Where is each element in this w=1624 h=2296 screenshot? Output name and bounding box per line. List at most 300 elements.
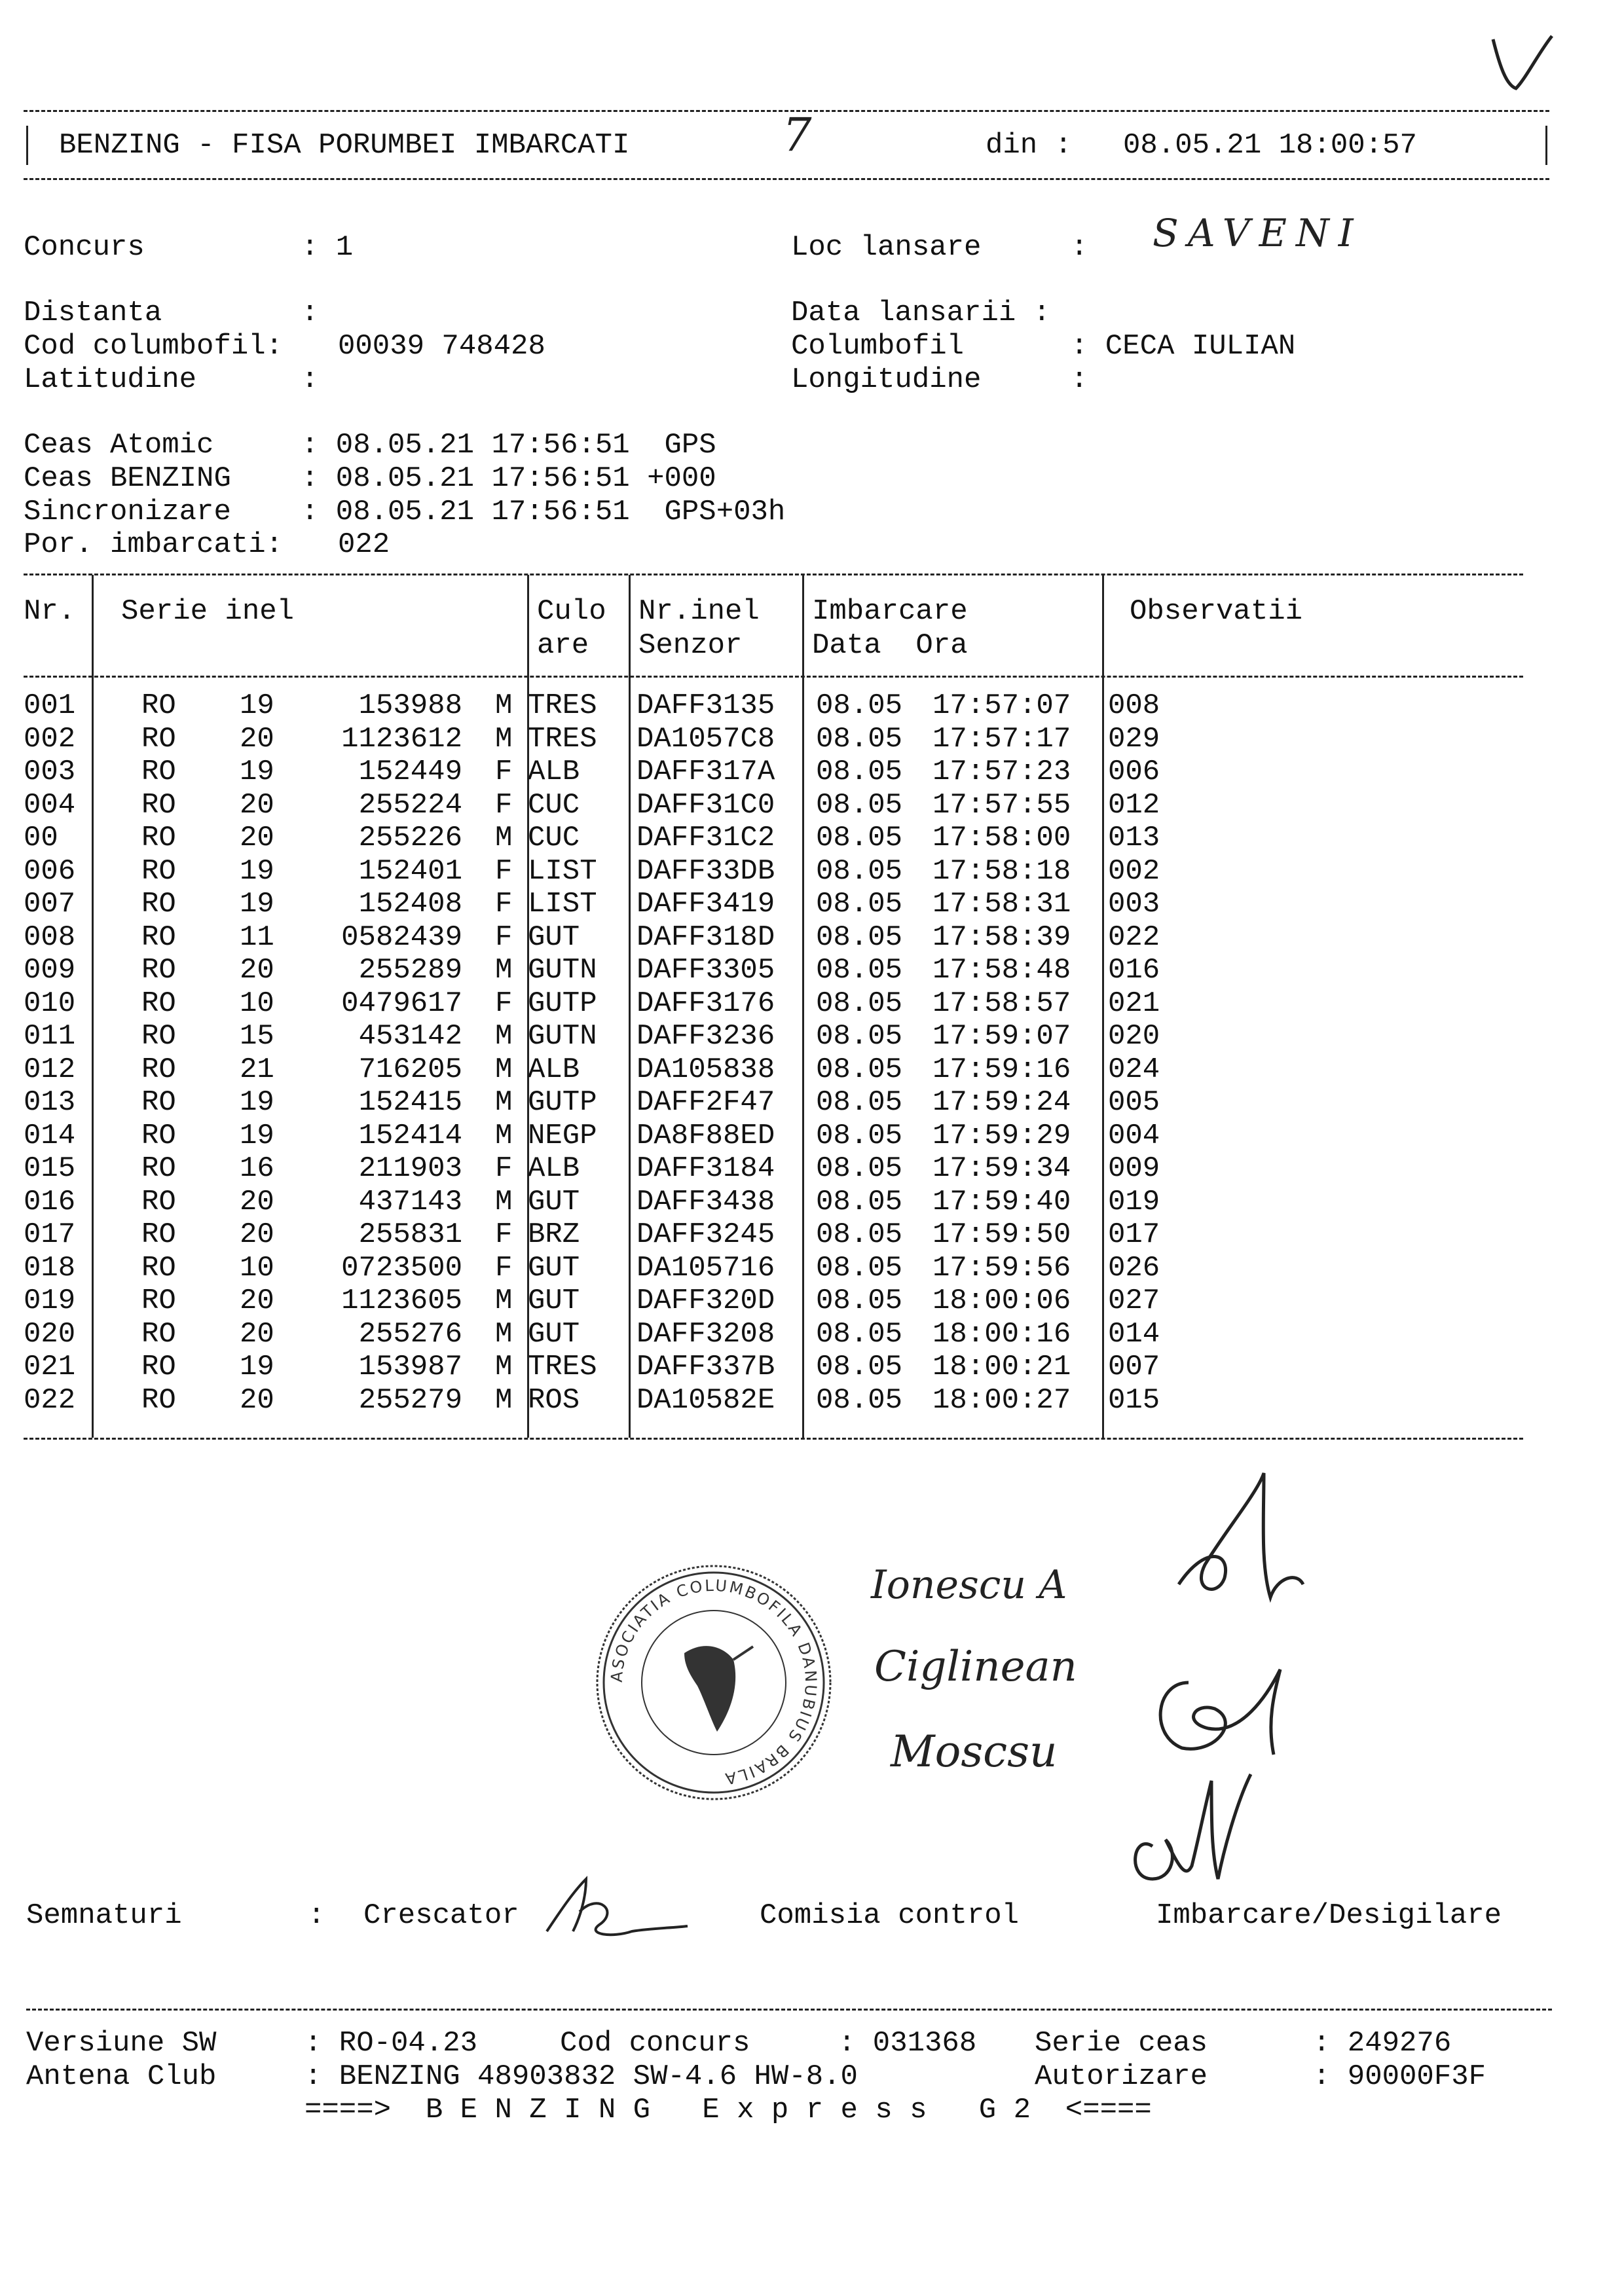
row-sensor: DAFF3184 [637, 1152, 775, 1185]
row-observatii: 009 [1108, 1152, 1160, 1185]
row-country: RO [141, 1285, 176, 1317]
row-time: 17:59:29 [932, 1119, 1071, 1152]
row-observatii: 021 [1108, 987, 1160, 1020]
row-date: 08.05 [816, 689, 903, 722]
row-year: 10 [240, 1251, 274, 1285]
row-observatii: 008 [1108, 689, 1160, 722]
row-color: GUT [528, 1251, 580, 1285]
table-row [24, 1085, 1523, 1119]
row-time: 17:59:16 [932, 1053, 1071, 1086]
row-time: 17:58:57 [932, 987, 1071, 1020]
longitudine-label: Longitudine [791, 363, 982, 396]
row-observatii: 007 [1108, 1351, 1160, 1383]
row-sex: M [495, 1317, 513, 1351]
header-right-border [1545, 126, 1547, 165]
header-title: BENZING - FISA PORUMBEI IMBARCATI [59, 129, 630, 162]
row-sex: M [495, 954, 513, 987]
signature-scribble-2 [1143, 1656, 1293, 1768]
ceas-atomic-label: Ceas Atomic [24, 429, 214, 462]
row-time: 18:00:21 [932, 1351, 1071, 1383]
row-sensor: DAFF3135 [637, 689, 775, 722]
row-color: CUC [528, 822, 580, 854]
row-ring-number: 255226 [358, 822, 462, 854]
row-time: 18:00:06 [932, 1285, 1071, 1317]
row-nr: 006 [24, 854, 76, 888]
row-country: RO [141, 920, 176, 954]
table-row [24, 920, 1523, 954]
row-nr: 014 [24, 1119, 76, 1152]
row-ring-number: 437143 [358, 1185, 462, 1218]
header-senzor: Senzor [638, 629, 743, 662]
row-nr: 012 [24, 1053, 76, 1086]
row-observatii: 016 [1108, 954, 1160, 987]
row-date: 08.05 [816, 854, 903, 888]
row-sensor: DAFF3305 [637, 954, 775, 987]
autorizare-label: Autorizare [1035, 2060, 1208, 2093]
row-country: RO [141, 1351, 176, 1383]
row-observatii: 003 [1108, 888, 1160, 920]
data-lansarii-label: Data lansarii : [791, 297, 1051, 329]
row-country: RO [141, 756, 176, 788]
header-left-border [26, 126, 28, 165]
header-datetime: 08.05.21 18:00:57 [1123, 129, 1417, 162]
semnaturi-colon: : [308, 1899, 325, 1932]
row-observatii: 014 [1108, 1317, 1160, 1351]
row-color: LIST [528, 854, 597, 888]
row-nr: 007 [24, 888, 76, 920]
table-row [24, 987, 1523, 1020]
row-country: RO [141, 689, 176, 722]
row-country: RO [141, 1053, 176, 1086]
table-row [24, 887, 1523, 920]
row-time: 17:59:07 [932, 1020, 1071, 1053]
row-time: 17:58:39 [932, 920, 1071, 954]
row-country: RO [141, 822, 176, 854]
table-row [24, 1317, 1523, 1351]
row-date: 08.05 [816, 987, 903, 1020]
row-sensor: DA8F88ED [637, 1119, 775, 1152]
row-ring-number: 255289 [358, 954, 462, 987]
row-sensor: DAFF3236 [637, 1020, 775, 1053]
row-time: 17:58:31 [932, 888, 1071, 920]
row-sensor: DA10582E [637, 1383, 775, 1417]
row-year: 20 [240, 1317, 274, 1351]
row-observatii: 020 [1108, 1020, 1160, 1053]
antena-club-value: : BENZING 48903832 SW-4.6 HW-8.0 [304, 2060, 858, 2093]
row-sensor: DA105716 [637, 1251, 775, 1285]
row-year: 10 [240, 987, 274, 1020]
row-observatii: 029 [1108, 722, 1160, 756]
handwritten-name-2: Ciglinean [874, 1643, 1077, 1691]
row-color: CUC [528, 788, 580, 822]
row-nr: 016 [24, 1185, 76, 1218]
row-ring-number: 1123612 [341, 722, 462, 756]
longitudine-value: : [1071, 363, 1088, 396]
row-ring-number: 211903 [358, 1152, 462, 1185]
svg-text:ASOCIATIA COLUMBOFILA DANUBIUS: ASOCIATIA COLUMBOFILA DANUBIUS BRAILA [607, 1576, 821, 1789]
distanta-value: : [301, 297, 319, 329]
signature-scribble-1 [1166, 1467, 1310, 1617]
concurs-label: Concurs [24, 231, 145, 264]
row-observatii: 012 [1108, 788, 1160, 822]
row-time: 17:59:34 [932, 1152, 1071, 1185]
row-color: ALB [528, 756, 580, 788]
row-date: 08.05 [816, 1086, 903, 1119]
row-observatii: 013 [1108, 822, 1160, 854]
row-color: TRES [528, 1351, 597, 1383]
row-country: RO [141, 1251, 176, 1285]
row-date: 08.05 [816, 756, 903, 788]
row-ring-number: 152415 [358, 1086, 462, 1119]
table-row [24, 953, 1523, 987]
row-year: 19 [240, 756, 274, 788]
row-sex: F [495, 920, 513, 954]
row-nr: 011 [24, 1020, 76, 1053]
row-ring-number: 153987 [358, 1351, 462, 1383]
row-sex: F [495, 756, 513, 788]
table-row [24, 1284, 1523, 1317]
row-sex: M [495, 1086, 513, 1119]
crescator-label: Crescator [363, 1899, 519, 1932]
row-year: 19 [240, 854, 274, 888]
row-nr: 022 [24, 1383, 76, 1417]
row-nr: 020 [24, 1317, 76, 1351]
row-ring-number: 453142 [358, 1020, 462, 1053]
row-year: 20 [240, 722, 274, 756]
row-color: GUT [528, 1285, 580, 1317]
row-observatii: 026 [1108, 1251, 1160, 1285]
row-color: GUTN [528, 954, 597, 987]
row-year: 20 [240, 954, 274, 987]
por-imbarcati-value: 022 [338, 528, 390, 561]
row-time: 18:00:27 [932, 1383, 1071, 1417]
table-row [24, 722, 1523, 756]
row-country: RO [141, 888, 176, 920]
row-color: GUT [528, 920, 580, 954]
row-country: RO [141, 854, 176, 888]
row-country: RO [141, 788, 176, 822]
row-nr: 004 [24, 788, 76, 822]
row-sex: M [495, 1119, 513, 1152]
row-time: 17:57:23 [932, 756, 1071, 788]
row-year: 21 [240, 1053, 274, 1086]
row-sex: M [495, 822, 513, 854]
corner-check-mark [1486, 26, 1559, 98]
versiune-sw-label: Versiune SW [26, 2027, 217, 2060]
table-row [24, 1350, 1523, 1383]
row-date: 08.05 [816, 954, 903, 987]
cod-columbofil-label: Cod columbofil: [24, 330, 284, 363]
table-top-rule [24, 574, 1523, 575]
cod-concurs-label: Cod concurs [560, 2027, 750, 2060]
row-observatii: 027 [1108, 1285, 1160, 1317]
benzing-express-banner: ====> B E N Z I N G E x p r e s s G 2 <==== [304, 2094, 1152, 2126]
row-sensor: DAFF31C2 [637, 822, 775, 854]
table-row [24, 1053, 1523, 1086]
imbarcare-desigilare-label: Imbarcare/Desigilare [1156, 1899, 1502, 1932]
table-row [24, 755, 1523, 788]
row-nr: 003 [24, 756, 76, 788]
table-row [24, 1383, 1523, 1417]
row-observatii: 024 [1108, 1053, 1160, 1086]
row-year: 19 [240, 888, 274, 920]
row-date: 08.05 [816, 1185, 903, 1218]
table-row [24, 1152, 1523, 1185]
table-row [24, 1185, 1523, 1218]
row-ring-number: 152414 [358, 1119, 462, 1152]
row-year: 20 [240, 1285, 274, 1317]
serie-ceas-value: : 249276 [1313, 2027, 1452, 2060]
handwritten-sheet-number: 7 [783, 108, 812, 162]
latitudine-label: Latitudine [24, 363, 197, 396]
row-sex: F [495, 788, 513, 822]
handwritten-name-3: Moscsu [891, 1726, 1058, 1777]
row-date: 08.05 [816, 822, 903, 854]
row-color: GUT [528, 1317, 580, 1351]
serie-ceas-label: Serie ceas [1035, 2027, 1208, 2060]
table-row [24, 821, 1523, 854]
row-ring-number: 716205 [358, 1053, 462, 1086]
row-nr: 00 [24, 822, 58, 854]
table-row [24, 689, 1523, 722]
row-nr: 010 [24, 987, 76, 1020]
row-sex: F [495, 1218, 513, 1251]
row-time: 17:59:40 [932, 1185, 1071, 1218]
columbofil-label: Columbofil [791, 330, 965, 363]
row-nr: 001 [24, 689, 76, 722]
header-observatii: Observatii [1130, 595, 1303, 628]
row-time: 17:57:17 [932, 722, 1071, 756]
table-row [24, 788, 1523, 822]
row-time: 18:00:16 [932, 1317, 1071, 1351]
header-imbarcare: Imbarcare [812, 595, 968, 628]
row-sex: F [495, 888, 513, 920]
header-culoare-1: Culo [537, 595, 606, 628]
row-color: GUT [528, 1185, 580, 1218]
table-row [24, 1119, 1523, 1152]
row-date: 08.05 [816, 788, 903, 822]
row-sex: M [495, 722, 513, 756]
row-color: ALB [528, 1053, 580, 1086]
row-observatii: 005 [1108, 1086, 1160, 1119]
row-ring-number: 255279 [358, 1383, 462, 1417]
signature-scribble-3 [1113, 1768, 1257, 1899]
row-sensor: DAFF3419 [637, 888, 775, 920]
row-country: RO [141, 722, 176, 756]
row-ring-number: 255224 [358, 788, 462, 822]
row-sensor: DAFF320D [637, 1285, 775, 1317]
row-observatii: 017 [1108, 1218, 1160, 1251]
row-country: RO [141, 1119, 176, 1152]
row-date: 08.05 [816, 1285, 903, 1317]
row-sensor: DAFF2F47 [637, 1086, 775, 1119]
row-year: 19 [240, 1086, 274, 1119]
row-year: 20 [240, 822, 274, 854]
row-sensor: DAFF3245 [637, 1218, 775, 1251]
row-sex: M [495, 1020, 513, 1053]
distanta-label: Distanta [24, 297, 162, 329]
table-row [24, 1218, 1523, 1251]
row-sensor: DA105838 [637, 1053, 775, 1086]
row-date: 08.05 [816, 1053, 903, 1086]
header-culoare-2: are [537, 629, 589, 662]
header-din-label: din : [986, 129, 1073, 162]
table-row [24, 854, 1523, 888]
row-ring-number: 153988 [358, 689, 462, 722]
row-sensor: DAFF3176 [637, 987, 775, 1020]
row-color: GUTN [528, 1020, 597, 1053]
row-ring-number: 255276 [358, 1317, 462, 1351]
header-nr-inel: Nr.inel [638, 595, 760, 628]
row-nr: 021 [24, 1351, 76, 1383]
row-date: 08.05 [816, 920, 903, 954]
row-year: 19 [240, 1119, 274, 1152]
row-sensor: DAFF33DB [637, 854, 775, 888]
row-sensor: DAFF3208 [637, 1317, 775, 1351]
row-time: 17:59:56 [932, 1251, 1071, 1285]
row-year: 16 [240, 1152, 274, 1185]
row-ring-number: 0479617 [341, 987, 462, 1020]
table-row [24, 1251, 1523, 1285]
comisia-control-label: Comisia control [760, 1899, 1020, 1932]
row-country: RO [141, 1317, 176, 1351]
row-sex: F [495, 1251, 513, 1285]
handwritten-name-1: Ionescu A [871, 1562, 1067, 1608]
row-sex: M [495, 1383, 513, 1417]
row-year: 20 [240, 1185, 274, 1218]
row-date: 08.05 [816, 722, 903, 756]
table-bottom-rule [24, 1438, 1523, 1440]
sincronizare-label: Sincronizare [24, 496, 231, 528]
row-date: 08.05 [816, 1152, 903, 1185]
row-color: BRZ [528, 1218, 580, 1251]
row-nr: 017 [24, 1218, 76, 1251]
antena-club-label: Antena Club [26, 2060, 217, 2093]
row-color: LIST [528, 888, 597, 920]
row-ring-number: 0723500 [341, 1251, 462, 1285]
row-ring-number: 255831 [358, 1218, 462, 1251]
association-stamp [593, 1561, 835, 1804]
row-time: 17:59:24 [932, 1086, 1071, 1119]
loc-lansare-handwritten: SAVENI [1153, 211, 1363, 255]
row-sensor: DAFF317A [637, 756, 775, 788]
row-year: 19 [240, 689, 274, 722]
row-year: 20 [240, 1383, 274, 1417]
cod-columbofil-value: 00039 748428 [338, 330, 545, 363]
row-country: RO [141, 1218, 176, 1251]
row-nr: 019 [24, 1285, 76, 1317]
row-sex: M [495, 1053, 513, 1086]
row-sex: F [495, 1152, 513, 1185]
table-header-rule [24, 676, 1523, 678]
row-observatii: 019 [1108, 1185, 1160, 1218]
header-serie-inel: Serie inel [121, 595, 295, 628]
header-bottom-rule [24, 178, 1549, 180]
row-time: 17:58:48 [932, 954, 1071, 987]
row-country: RO [141, 1383, 176, 1417]
row-date: 08.05 [816, 1251, 903, 1285]
row-country: RO [141, 1185, 176, 1218]
row-sensor: DAFF337B [637, 1351, 775, 1383]
cod-concurs-value: : 031368 [838, 2027, 977, 2060]
loc-lansare-colon: : [1071, 231, 1088, 264]
row-nr: 013 [24, 1086, 76, 1119]
row-date: 08.05 [816, 1383, 903, 1417]
row-date: 08.05 [816, 1317, 903, 1351]
semnaturi-label: Semnaturi [26, 1899, 182, 1932]
header-data-ora: Data Ora [812, 629, 968, 662]
row-nr: 002 [24, 722, 76, 756]
row-country: RO [141, 1020, 176, 1053]
row-color: GUTP [528, 1086, 597, 1119]
table-row [24, 1019, 1523, 1053]
row-sex: M [495, 1185, 513, 1218]
row-date: 08.05 [816, 1218, 903, 1251]
row-nr: 009 [24, 954, 76, 987]
row-date: 08.05 [816, 1020, 903, 1053]
row-sensor: DAFF3438 [637, 1185, 775, 1218]
row-nr: 008 [24, 920, 76, 954]
row-sex: M [495, 1351, 513, 1383]
row-country: RO [141, 954, 176, 987]
row-sex: F [495, 987, 513, 1020]
row-color: ROS [528, 1383, 580, 1417]
row-time: 17:57:55 [932, 788, 1071, 822]
row-sensor: DA1057C8 [637, 722, 775, 756]
row-country: RO [141, 987, 176, 1020]
row-country: RO [141, 1152, 176, 1185]
row-year: 20 [240, 788, 274, 822]
row-sensor: DAFF318D [637, 920, 775, 954]
row-sex: F [495, 854, 513, 888]
row-sex: M [495, 1285, 513, 1317]
row-ring-number: 152449 [358, 756, 462, 788]
row-year: 11 [240, 920, 274, 954]
row-color: GUTP [528, 987, 597, 1020]
ceas-benzing-label: Ceas BENZING [24, 462, 231, 495]
row-observatii: 004 [1108, 1119, 1160, 1152]
row-color: ALB [528, 1152, 580, 1185]
row-time: 17:59:50 [932, 1218, 1071, 1251]
row-nr: 018 [24, 1251, 76, 1285]
row-country: RO [141, 1086, 176, 1119]
concurs-value: : 1 [301, 231, 354, 264]
row-time: 17:58:00 [932, 822, 1071, 854]
row-year: 15 [240, 1020, 274, 1053]
row-observatii: 022 [1108, 920, 1160, 954]
sincronizare-value: : 08.05.21 17:56:51 GPS+03h [301, 496, 786, 528]
versiune-sw-value: : RO-04.23 [304, 2027, 478, 2060]
row-color: TRES [528, 722, 597, 756]
row-ring-number: 152408 [358, 888, 462, 920]
footer-rule [26, 2009, 1552, 2011]
row-sensor: DAFF31C0 [637, 788, 775, 822]
row-ring-number: 1123605 [341, 1285, 462, 1317]
latitudine-value: : [301, 363, 319, 396]
row-color: NEGP [528, 1119, 597, 1152]
row-time: 17:58:18 [932, 854, 1071, 888]
row-year: 20 [240, 1218, 274, 1251]
row-nr: 015 [24, 1152, 76, 1185]
row-sex: M [495, 689, 513, 722]
row-color: TRES [528, 689, 597, 722]
row-observatii: 006 [1108, 756, 1160, 788]
row-date: 08.05 [816, 888, 903, 920]
header-nr: Nr. [24, 595, 76, 628]
por-imbarcati-label: Por. imbarcati: [24, 528, 284, 561]
loc-lansare-label: Loc lansare [791, 231, 982, 264]
row-observatii: 002 [1108, 854, 1160, 888]
